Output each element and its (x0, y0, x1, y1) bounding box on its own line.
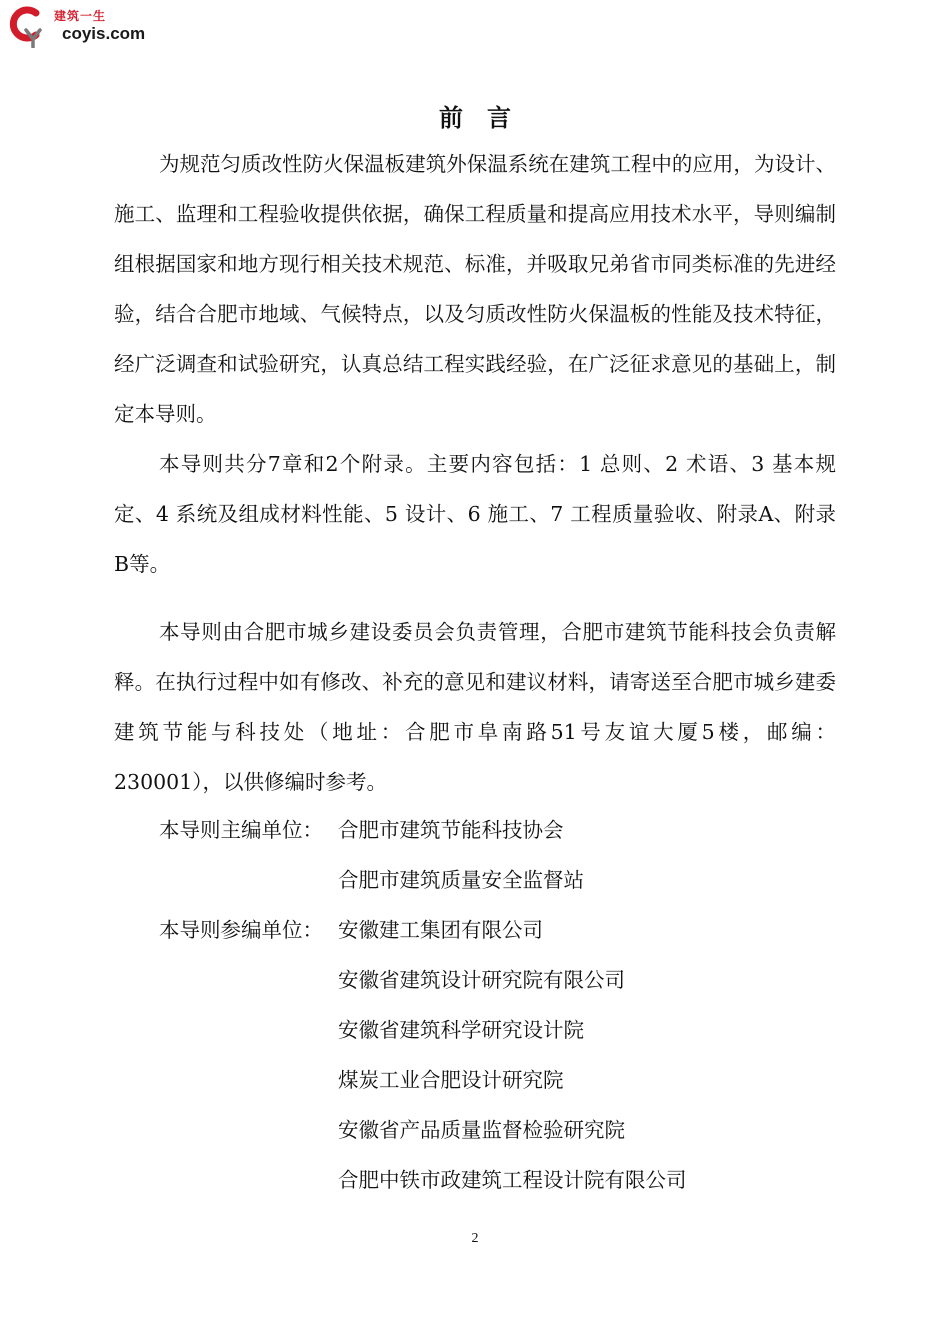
page-title: 前言 (439, 104, 535, 132)
coyis-logo-icon (6, 4, 46, 48)
paragraph-contents: 本导则共分7章和2个附录。主要内容包括：1 总则、2 术语、3 基本规定、4 系统及组成材料性能、5 设计、6 施工、7 工程质量验收、附录A、附录B等。 (114, 452, 836, 576)
paragraph-purpose: 为规范匀质改性防火保温板建筑外保温系统在建筑工程中的应用，为设计、施工、监理和工程验收提供依据，确保工程质量和提高应用技术水平，导则编制组根据国家和地方现行相关技术规范、标准，并吸取兄弟省市同类标准的先进经验，结合合肥市地域、气候特点，以及匀质改性防火保温板的性能及技术特征，经广泛调查和试验研究，认真总结工程实践经验，在广泛征求意见的基础上，制定本导则。 (114, 152, 836, 426)
brand-name-cn: 建筑一生 (54, 9, 107, 23)
participant-unit: 煤炭工业合肥设计研究院 (338, 1068, 564, 1092)
page-number: 2 (471, 1231, 479, 1246)
participant-unit: 合肥中铁市政建筑工程设计院有限公司 (338, 1168, 687, 1192)
chief-editor-label: 本导则主编单位： (159, 818, 323, 842)
brand-url: coyis.com (62, 24, 146, 43)
participant-unit: 安徽省建筑科学研究设计院 (338, 1018, 584, 1042)
site-logo (6, 4, 156, 48)
paragraph-management: 本导则由合肥市城乡建设委员会负责管理，合肥市建筑节能科技会负责解释。在执行过程中如有修改、补充的意见和建议材料，请寄送至合肥市城乡建委建筑节能与科技处（地址：合肥市阜南路51号友谊大厦5楼，邮编：230001），以供修编时参考。 (114, 620, 836, 794)
participants-label: 本导则参编单位： (159, 918, 323, 942)
participant-unit: 安徽省建筑设计研究院有限公司 (338, 968, 625, 992)
chief-editor-unit: 合肥市建筑质量安全监督站 (338, 868, 584, 892)
participant-unit: 安徽建工集团有限公司 (338, 918, 543, 942)
chief-editor-unit: 合肥市建筑节能科技协会 (338, 818, 564, 842)
participant-unit: 安徽省产品质量监督检验研究院 (338, 1118, 625, 1142)
